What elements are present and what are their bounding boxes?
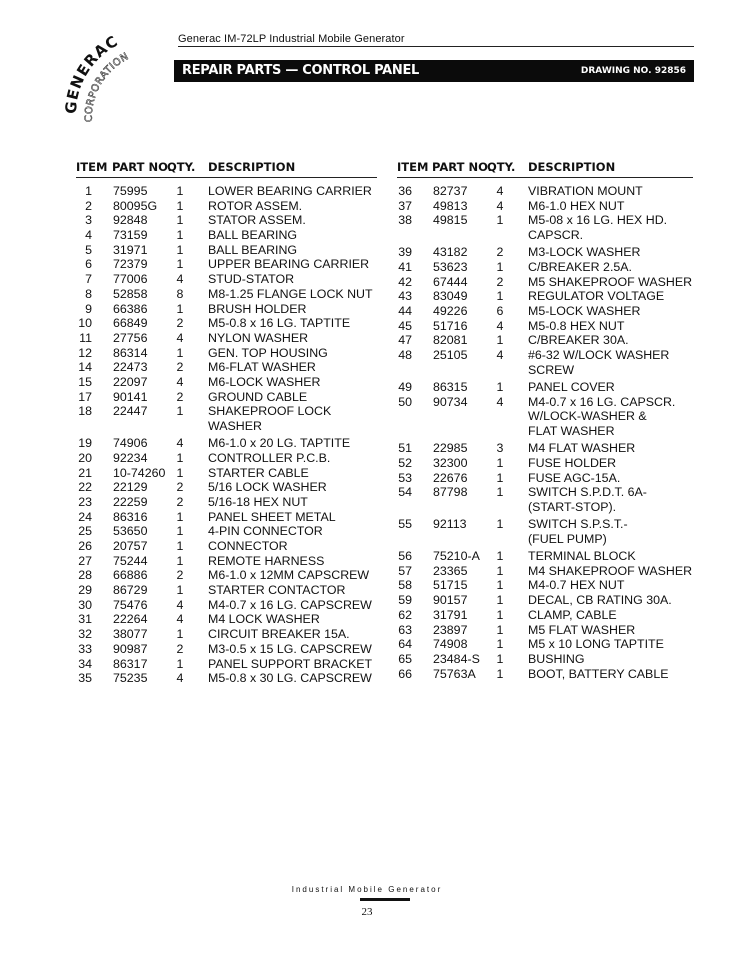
quantity: 1 xyxy=(496,213,504,228)
part-number: 23365 xyxy=(433,563,468,578)
table-row xyxy=(0,517,734,549)
part-number: 53623 xyxy=(433,259,468,274)
item-number: 3 xyxy=(85,213,92,228)
part-number: 72379 xyxy=(113,257,148,272)
item-number: 45 xyxy=(398,318,412,333)
item-number: 58 xyxy=(398,578,412,593)
description-line: M4-0.7 x 16 LG. CAPSCR. xyxy=(528,394,676,409)
part-number: 38077 xyxy=(113,627,148,642)
part-number: 90157 xyxy=(433,593,468,608)
description-line: 5/16 LOCK WASHER xyxy=(208,480,327,495)
description-line: M5-0.8 HEX NUT xyxy=(528,318,625,333)
quantity: 1 xyxy=(176,301,184,316)
quantity: 1 xyxy=(176,345,184,360)
description-line: 4-PIN CONNECTOR xyxy=(208,524,323,539)
item-number: 25 xyxy=(78,524,92,539)
quantity: 2 xyxy=(496,274,504,289)
description-line: M6-LOCK WASHER xyxy=(208,374,321,389)
item-number: 42 xyxy=(398,274,412,289)
description-line: M4 SHAKEPROOF WASHER xyxy=(528,563,693,578)
part-number: 22676 xyxy=(433,470,468,485)
item-number: 44 xyxy=(398,304,412,319)
item-number: 19 xyxy=(78,436,92,451)
part-number: 22447 xyxy=(113,404,148,419)
header-part-no: PART NO. xyxy=(112,160,172,174)
description-line: 5/16-18 HEX NUT xyxy=(208,494,308,509)
description-line: FUSE HOLDER xyxy=(528,455,617,470)
table-row xyxy=(0,260,734,275)
table-row xyxy=(0,564,734,579)
description-line: M5 SHAKEPROOF WASHER xyxy=(528,274,693,289)
part-number: 23897 xyxy=(433,622,468,637)
table-row xyxy=(0,637,734,652)
part-number: 75244 xyxy=(113,553,148,568)
table-row xyxy=(0,330,734,348)
item-number: 4 xyxy=(85,228,92,243)
table-row xyxy=(0,578,734,593)
description-line: SHAKEPROOF LOCK xyxy=(208,404,332,419)
item-number: 36 xyxy=(398,184,412,198)
quantity: 1 xyxy=(496,517,504,532)
table-row xyxy=(0,485,734,517)
table-row xyxy=(0,441,734,456)
part-number: 75763A xyxy=(433,666,476,681)
part-number: 90734 xyxy=(433,394,468,409)
part-number: 52858 xyxy=(113,286,148,301)
description-line: M3-LOCK WASHER xyxy=(528,245,641,260)
item-number: 65 xyxy=(398,651,412,666)
quantity: 6 xyxy=(496,304,504,319)
description-line: M4-0.7 x 16 LG. CAPSCREW xyxy=(208,597,372,612)
description-line: LOWER BEARING CARRIER xyxy=(208,184,372,198)
item-number: 14 xyxy=(78,360,92,375)
part-number: 75476 xyxy=(113,597,148,612)
part-number: 67444 xyxy=(433,274,468,289)
item-number: 11 xyxy=(79,330,92,345)
quantity: 2 xyxy=(176,389,184,404)
description-line: (START-STOP). xyxy=(528,500,617,514)
quantity: 1 xyxy=(496,379,504,394)
quantity: 4 xyxy=(496,348,504,363)
item-number: 24 xyxy=(78,509,92,524)
quantity: 1 xyxy=(496,549,504,564)
table-row xyxy=(0,549,734,564)
description-line: REMOTE HARNESS xyxy=(208,553,325,568)
quantity: 1 xyxy=(496,607,504,622)
item-number: 21 xyxy=(78,465,92,480)
table-row xyxy=(0,345,734,380)
quantity: 3 xyxy=(496,441,504,456)
part-number: 66849 xyxy=(113,316,148,331)
description-line: FLAT WASHER xyxy=(528,424,615,439)
item-number: 59 xyxy=(398,593,412,608)
header-description: DESCRIPTION xyxy=(208,160,296,174)
description-line: BRUSH HOLDER xyxy=(208,301,307,316)
item-number: 39 xyxy=(398,245,412,260)
description-line: BOOT, BATTERY CABLE xyxy=(528,666,669,681)
item-number: 23 xyxy=(78,494,92,509)
quantity: 4 xyxy=(176,374,184,389)
part-number: 77006 xyxy=(113,272,148,287)
description-line: REGULATOR VOLTAGE xyxy=(528,289,665,304)
quantity: 1 xyxy=(496,593,504,608)
quantity: 2 xyxy=(176,494,184,509)
quantity: 2 xyxy=(176,360,184,375)
item-number: 9 xyxy=(85,301,92,316)
part-number: 10-74260 xyxy=(113,465,166,480)
part-number: 87798 xyxy=(433,485,468,500)
quantity: 4 xyxy=(496,394,504,409)
page-number: 23 xyxy=(361,906,373,918)
description-line: TERMINAL BLOCK xyxy=(528,549,636,564)
part-number: 22985 xyxy=(433,441,468,456)
description-line: M5-0.8 x 16 LG. TAPTITE xyxy=(208,316,351,331)
quantity: 1 xyxy=(176,257,184,272)
table-row xyxy=(0,456,734,471)
table-row xyxy=(0,471,734,486)
header-part-no: PART NO. xyxy=(432,160,492,174)
item-number: 10 xyxy=(78,316,92,331)
part-number: 90141 xyxy=(113,389,148,404)
part-number: 27756 xyxy=(113,330,148,345)
part-number: 75210-A xyxy=(433,549,480,564)
item-number: 15 xyxy=(78,374,92,389)
quantity: 1 xyxy=(176,509,184,524)
description-line: STARTER CABLE xyxy=(208,465,309,480)
part-number: 49226 xyxy=(433,304,468,319)
left-header-rule xyxy=(76,177,377,178)
item-number: 63 xyxy=(398,622,412,637)
description-line: NYLON WASHER xyxy=(208,330,309,345)
item-number: 66 xyxy=(398,666,412,681)
description-line: C/BREAKER 2.5A. xyxy=(528,259,632,274)
table-row xyxy=(0,380,734,395)
item-number: 29 xyxy=(78,583,92,598)
quantity: 4 xyxy=(496,198,504,213)
item-number: 2 xyxy=(85,198,92,213)
description-line: CLAMP, CABLE xyxy=(528,607,617,622)
description-line: PANEL SUPPORT BRACKET xyxy=(208,656,373,671)
description-line: SWITCH S.P.D.T. 6A- xyxy=(528,485,647,500)
description-line: M3-0.5 x 15 LG. CAPSCREW xyxy=(208,641,372,656)
header-qty: QTY. xyxy=(167,160,196,174)
item-number: 56 xyxy=(398,549,412,564)
part-number: 86314 xyxy=(113,345,148,360)
quantity: 1 xyxy=(496,485,504,500)
item-number: 12 xyxy=(78,345,92,360)
header-description: DESCRIPTION xyxy=(528,160,616,174)
description-line: CONNECTOR xyxy=(208,539,288,554)
part-number: 22264 xyxy=(113,612,148,627)
quantity: 1 xyxy=(496,578,504,593)
right-parts-list xyxy=(0,184,734,681)
part-number: 22473 xyxy=(113,360,148,375)
quantity: 1 xyxy=(496,563,504,578)
part-number: 80095G xyxy=(113,198,158,213)
item-number: 33 xyxy=(78,641,92,656)
part-number: 74908 xyxy=(433,637,468,652)
part-number: 66386 xyxy=(113,301,148,316)
table-row xyxy=(0,319,734,334)
quantity: 1 xyxy=(176,465,184,480)
part-number: 75235 xyxy=(113,671,148,686)
quantity: 1 xyxy=(176,553,184,568)
description-line: PANEL COVER xyxy=(528,379,615,394)
quantity: 1 xyxy=(496,333,504,348)
table-row xyxy=(0,184,734,199)
part-number: 73159 xyxy=(113,228,148,243)
logo-arc-text xyxy=(62,22,172,132)
item-number: 26 xyxy=(78,539,92,554)
description-line: M5-LOCK WASHER xyxy=(528,304,641,319)
item-number: 57 xyxy=(398,563,412,578)
part-number: 49813 xyxy=(433,198,468,213)
description-line: SWITCH S.P.S.T.- xyxy=(528,517,628,532)
description-line: M4-0.7 HEX NUT xyxy=(528,578,625,593)
table-row xyxy=(0,667,734,682)
description-line: M5-08 x 16 LG. HEX HD. xyxy=(528,213,668,228)
quantity: 1 xyxy=(176,404,184,419)
part-number: 92848 xyxy=(113,213,148,228)
item-number: 64 xyxy=(398,637,412,652)
quantity: 1 xyxy=(496,289,504,304)
quantity: 4 xyxy=(176,330,184,345)
part-number: 86729 xyxy=(113,583,148,598)
description-line: FUSE AGC-15A. xyxy=(528,470,621,485)
item-number: 51 xyxy=(398,441,412,456)
item-number: 7 xyxy=(85,272,92,287)
item-number: 1 xyxy=(85,184,92,198)
quantity: 1 xyxy=(176,228,184,243)
part-number: 43182 xyxy=(433,245,468,260)
table-row xyxy=(0,608,734,623)
item-number: 43 xyxy=(398,289,412,304)
description-line: CONTROLLER P.C.B. xyxy=(208,450,331,465)
description-line: BUSHING xyxy=(528,651,585,666)
item-number: 30 xyxy=(78,597,92,612)
description-line: STATOR ASSEM. xyxy=(208,213,306,228)
item-number: 18 xyxy=(78,404,92,419)
item-number: 49 xyxy=(398,379,412,394)
part-number: 51715 xyxy=(433,578,468,593)
description-line: GROUND CABLE xyxy=(208,389,308,404)
part-number: 74906 xyxy=(113,436,148,451)
quantity: 1 xyxy=(496,666,504,681)
item-number: 8 xyxy=(85,286,92,301)
description-line: WASHER xyxy=(208,419,262,433)
drawing-number: DRAWING NO. 92856 xyxy=(580,66,686,76)
quantity: 1 xyxy=(496,470,504,485)
table-row xyxy=(0,395,734,442)
part-number: 82737 xyxy=(433,184,468,198)
item-number: 27 xyxy=(78,553,92,568)
section-banner xyxy=(174,60,694,82)
part-number: 31971 xyxy=(113,242,148,257)
quantity: 1 xyxy=(496,259,504,274)
quantity: 1 xyxy=(176,539,184,554)
item-number: 35 xyxy=(78,671,92,686)
item-number: 6 xyxy=(85,257,92,272)
description-line: (FUEL PUMP) xyxy=(528,531,607,546)
quantity: 1 xyxy=(176,627,184,642)
part-number: 20757 xyxy=(113,539,148,554)
quantity: 1 xyxy=(176,524,184,539)
item-number: 47 xyxy=(398,333,412,348)
description-line: M8-1.25 FLANGE LOCK NUT xyxy=(208,286,373,301)
footer-text: Industrial Mobile Generator xyxy=(291,885,443,894)
quantity: 4 xyxy=(176,597,184,612)
description-line: CAPSCR. xyxy=(528,228,584,243)
item-number: 20 xyxy=(78,450,92,465)
description-line: ROTOR ASSEM. xyxy=(208,198,303,213)
table-row xyxy=(0,242,734,260)
part-number: 23484-S xyxy=(433,651,480,666)
description-line: VIBRATION MOUNT xyxy=(528,184,643,198)
logo-sub-text: CORPORATION xyxy=(83,51,131,123)
description-line: M5-0.8 x 30 LG. CAPSCREW xyxy=(208,671,372,686)
part-number: 22129 xyxy=(113,480,148,495)
description-line: W/LOCK-WASHER & xyxy=(528,409,647,424)
table-row xyxy=(0,652,734,667)
item-number: 37 xyxy=(398,198,412,213)
quantity: 4 xyxy=(176,272,184,287)
description-line: M5 x 10 LONG TAPTITE xyxy=(528,637,664,652)
part-number: 75995 xyxy=(113,184,148,198)
description-line: M6-1.0 HEX NUT xyxy=(528,198,625,213)
part-number: 83049 xyxy=(433,289,468,304)
item-number: 28 xyxy=(78,568,92,583)
item-number: 52 xyxy=(398,455,412,470)
description-line: M4 FLAT WASHER xyxy=(528,441,636,456)
part-number: 86315 xyxy=(433,379,468,394)
part-number: 82081 xyxy=(433,333,468,348)
right-header-rule xyxy=(397,177,693,178)
item-number: 54 xyxy=(398,485,412,500)
item-number: 32 xyxy=(78,627,92,642)
description-line: M4 LOCK WASHER xyxy=(208,612,320,627)
quantity: 4 xyxy=(176,436,184,451)
part-number: 51716 xyxy=(433,318,468,333)
item-number: 62 xyxy=(398,607,412,622)
part-number: 86317 xyxy=(113,656,148,671)
quantity: 4 xyxy=(496,184,504,198)
table-row xyxy=(0,593,734,608)
quantity: 2 xyxy=(176,316,184,331)
header-item: ITEM xyxy=(76,160,108,174)
item-number: 38 xyxy=(398,213,412,228)
description-line: STUD-STATOR xyxy=(208,272,295,287)
quantity: 4 xyxy=(496,318,504,333)
footer-bar xyxy=(360,898,410,901)
title-rule xyxy=(178,46,694,47)
part-number: 25105 xyxy=(433,348,468,363)
item-number: 48 xyxy=(398,348,412,363)
item-number: 17 xyxy=(78,389,92,404)
item-number: 50 xyxy=(398,394,412,409)
part-number: 49815 xyxy=(433,213,468,228)
description-line: UPPER BEARING CARRIER xyxy=(208,257,370,272)
banner-title: REPAIR PARTS — CONTROL PANEL xyxy=(182,63,420,78)
quantity: 8 xyxy=(176,286,184,301)
quantity: 2 xyxy=(176,568,184,583)
part-number: 31791 xyxy=(433,607,468,622)
quantity: 4 xyxy=(176,671,184,686)
description-line: BALL BEARING xyxy=(208,242,298,257)
description-line: PANEL SHEET METAL xyxy=(208,509,336,524)
part-number: 92234 xyxy=(113,450,148,465)
quantity: 1 xyxy=(176,242,184,257)
item-number: 34 xyxy=(78,656,92,671)
description-line: GEN. TOP HOUSING xyxy=(208,345,328,360)
quantity: 2 xyxy=(496,245,504,260)
item-number: 31 xyxy=(78,612,92,627)
quantity: 1 xyxy=(496,637,504,652)
description-line: M6-1.0 x 20 LG. TAPTITE xyxy=(208,436,351,451)
description-line: BALL BEARING xyxy=(208,228,298,243)
description-line: M5 FLAT WASHER xyxy=(528,622,636,637)
item-number: 53 xyxy=(398,470,412,485)
quantity: 1 xyxy=(176,583,184,598)
quantity: 1 xyxy=(176,198,184,213)
header-qty: QTY. xyxy=(487,160,516,174)
table-row xyxy=(0,199,734,214)
table-row xyxy=(0,623,734,638)
document-title: Generac IM-72LP Industrial Mobile Generator xyxy=(178,33,405,45)
logo-main-text: GENERAC xyxy=(62,31,122,115)
part-number: 90987 xyxy=(113,641,148,656)
quantity: 1 xyxy=(496,651,504,666)
item-number: 41 xyxy=(398,259,412,274)
item-number: 55 xyxy=(398,517,412,532)
quantity: 1 xyxy=(176,184,184,198)
item-number: 5 xyxy=(85,242,92,257)
part-number: 32300 xyxy=(433,455,468,470)
part-number: 22097 xyxy=(113,374,148,389)
table-row xyxy=(0,286,734,304)
header-item: ITEM xyxy=(397,160,429,174)
description-line: M6-FLAT WASHER xyxy=(208,360,316,375)
quantity: 1 xyxy=(176,450,184,465)
description-line: DECAL, CB RATING 30A. xyxy=(528,593,672,608)
quantity: 1 xyxy=(176,656,184,671)
part-number: 22259 xyxy=(113,494,148,509)
quantity: 1 xyxy=(176,213,184,228)
description-line: SCREW xyxy=(528,362,575,377)
part-number: 92113 xyxy=(433,517,467,532)
generac-logo xyxy=(62,22,172,132)
table-row xyxy=(0,275,734,290)
quantity: 4 xyxy=(176,612,184,627)
table-row xyxy=(0,301,734,319)
description-line: C/BREAKER 30A. xyxy=(528,333,629,348)
quantity: 1 xyxy=(496,455,504,470)
description-line: CIRCUIT BREAKER 15A. xyxy=(208,627,350,642)
description-line: M6-1.0 x 12MM CAPSCREW xyxy=(208,568,370,583)
quantity: 2 xyxy=(176,641,184,656)
description-line: STARTER CONTACTOR xyxy=(208,583,346,598)
part-number: 86316 xyxy=(113,509,148,524)
table-row xyxy=(0,213,734,245)
quantity: 2 xyxy=(176,480,184,495)
part-number: 53650 xyxy=(113,524,148,539)
item-number: 22 xyxy=(78,480,92,495)
quantity: 1 xyxy=(496,622,504,637)
description-line: #6-32 W/LOCK WASHER xyxy=(528,348,670,363)
part-number: 66886 xyxy=(113,568,148,583)
